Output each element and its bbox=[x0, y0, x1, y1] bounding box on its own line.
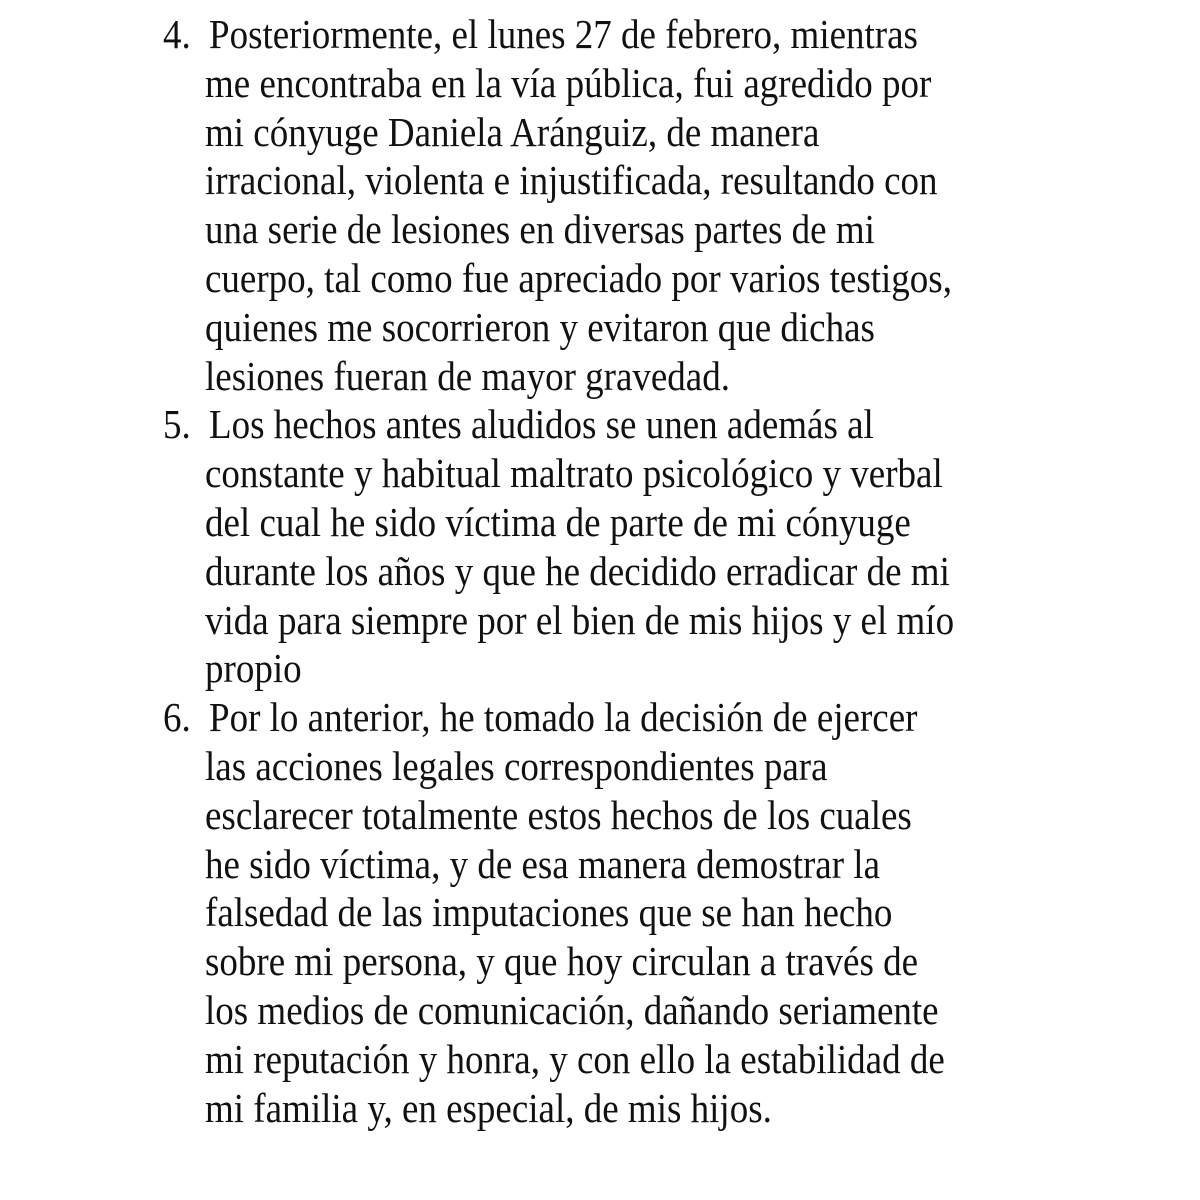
paragraph-number: 4. bbox=[163, 12, 191, 59]
text-line: falsedad de las imputaciones que se han hecho bbox=[205, 890, 893, 937]
text-line: Los hechos antes aludidos se unen además al bbox=[209, 402, 874, 449]
text-line: he sido víctima, y de esa manera demostrar la bbox=[205, 841, 880, 888]
text-line: cuerpo, tal como fue apreciado por varios testigos, bbox=[205, 256, 952, 303]
text-line: del cual he sido víctima de parte de mi cónyuge bbox=[205, 500, 911, 547]
text-line: esclarecer totalmente estos hechos de los cuales bbox=[205, 793, 912, 840]
text-line: quienes me socorrieron y evitaron que dichas bbox=[205, 305, 875, 352]
text-line: los medios de comunicación, dañando seriamente bbox=[205, 988, 939, 1035]
text-line: durante los años y que he decidido erradicar de mi bbox=[205, 549, 950, 596]
text-line: lesiones fueran de mayor gravedad. bbox=[205, 353, 730, 400]
text-line: me encontraba en la vía pública, fui agredido por bbox=[205, 61, 932, 108]
text-line: Posteriormente, el lunes 27 de febrero, mientras bbox=[209, 12, 918, 59]
text-line: mi familia y, en especial, de mis hijos. bbox=[205, 1085, 772, 1132]
text-line: propio bbox=[205, 646, 302, 693]
paragraph-number: 6. bbox=[163, 695, 191, 742]
text-line: una serie de lesiones en diversas partes de mi bbox=[205, 207, 875, 254]
text-line: irracional, violenta e injustificada, resultando con bbox=[205, 158, 938, 205]
text-line: mi reputación y honra, y con ello la estabilidad de bbox=[205, 1037, 945, 1084]
text-line: vida para siempre por el bien de mis hijos y el mío bbox=[205, 597, 955, 644]
paragraph-number: 5. bbox=[163, 402, 191, 449]
text-line: sobre mi persona, y que hoy circulan a través de bbox=[205, 939, 919, 986]
text-line: constante y habitual maltrato psicológico y verbal bbox=[205, 451, 943, 498]
text-line: las acciones legales correspondientes para bbox=[205, 744, 828, 791]
text-line: mi cónyuge Daniela Aránguiz, de manera bbox=[205, 109, 820, 156]
text-line: Por lo anterior, he tomado la decisión de ejercer bbox=[209, 695, 918, 742]
